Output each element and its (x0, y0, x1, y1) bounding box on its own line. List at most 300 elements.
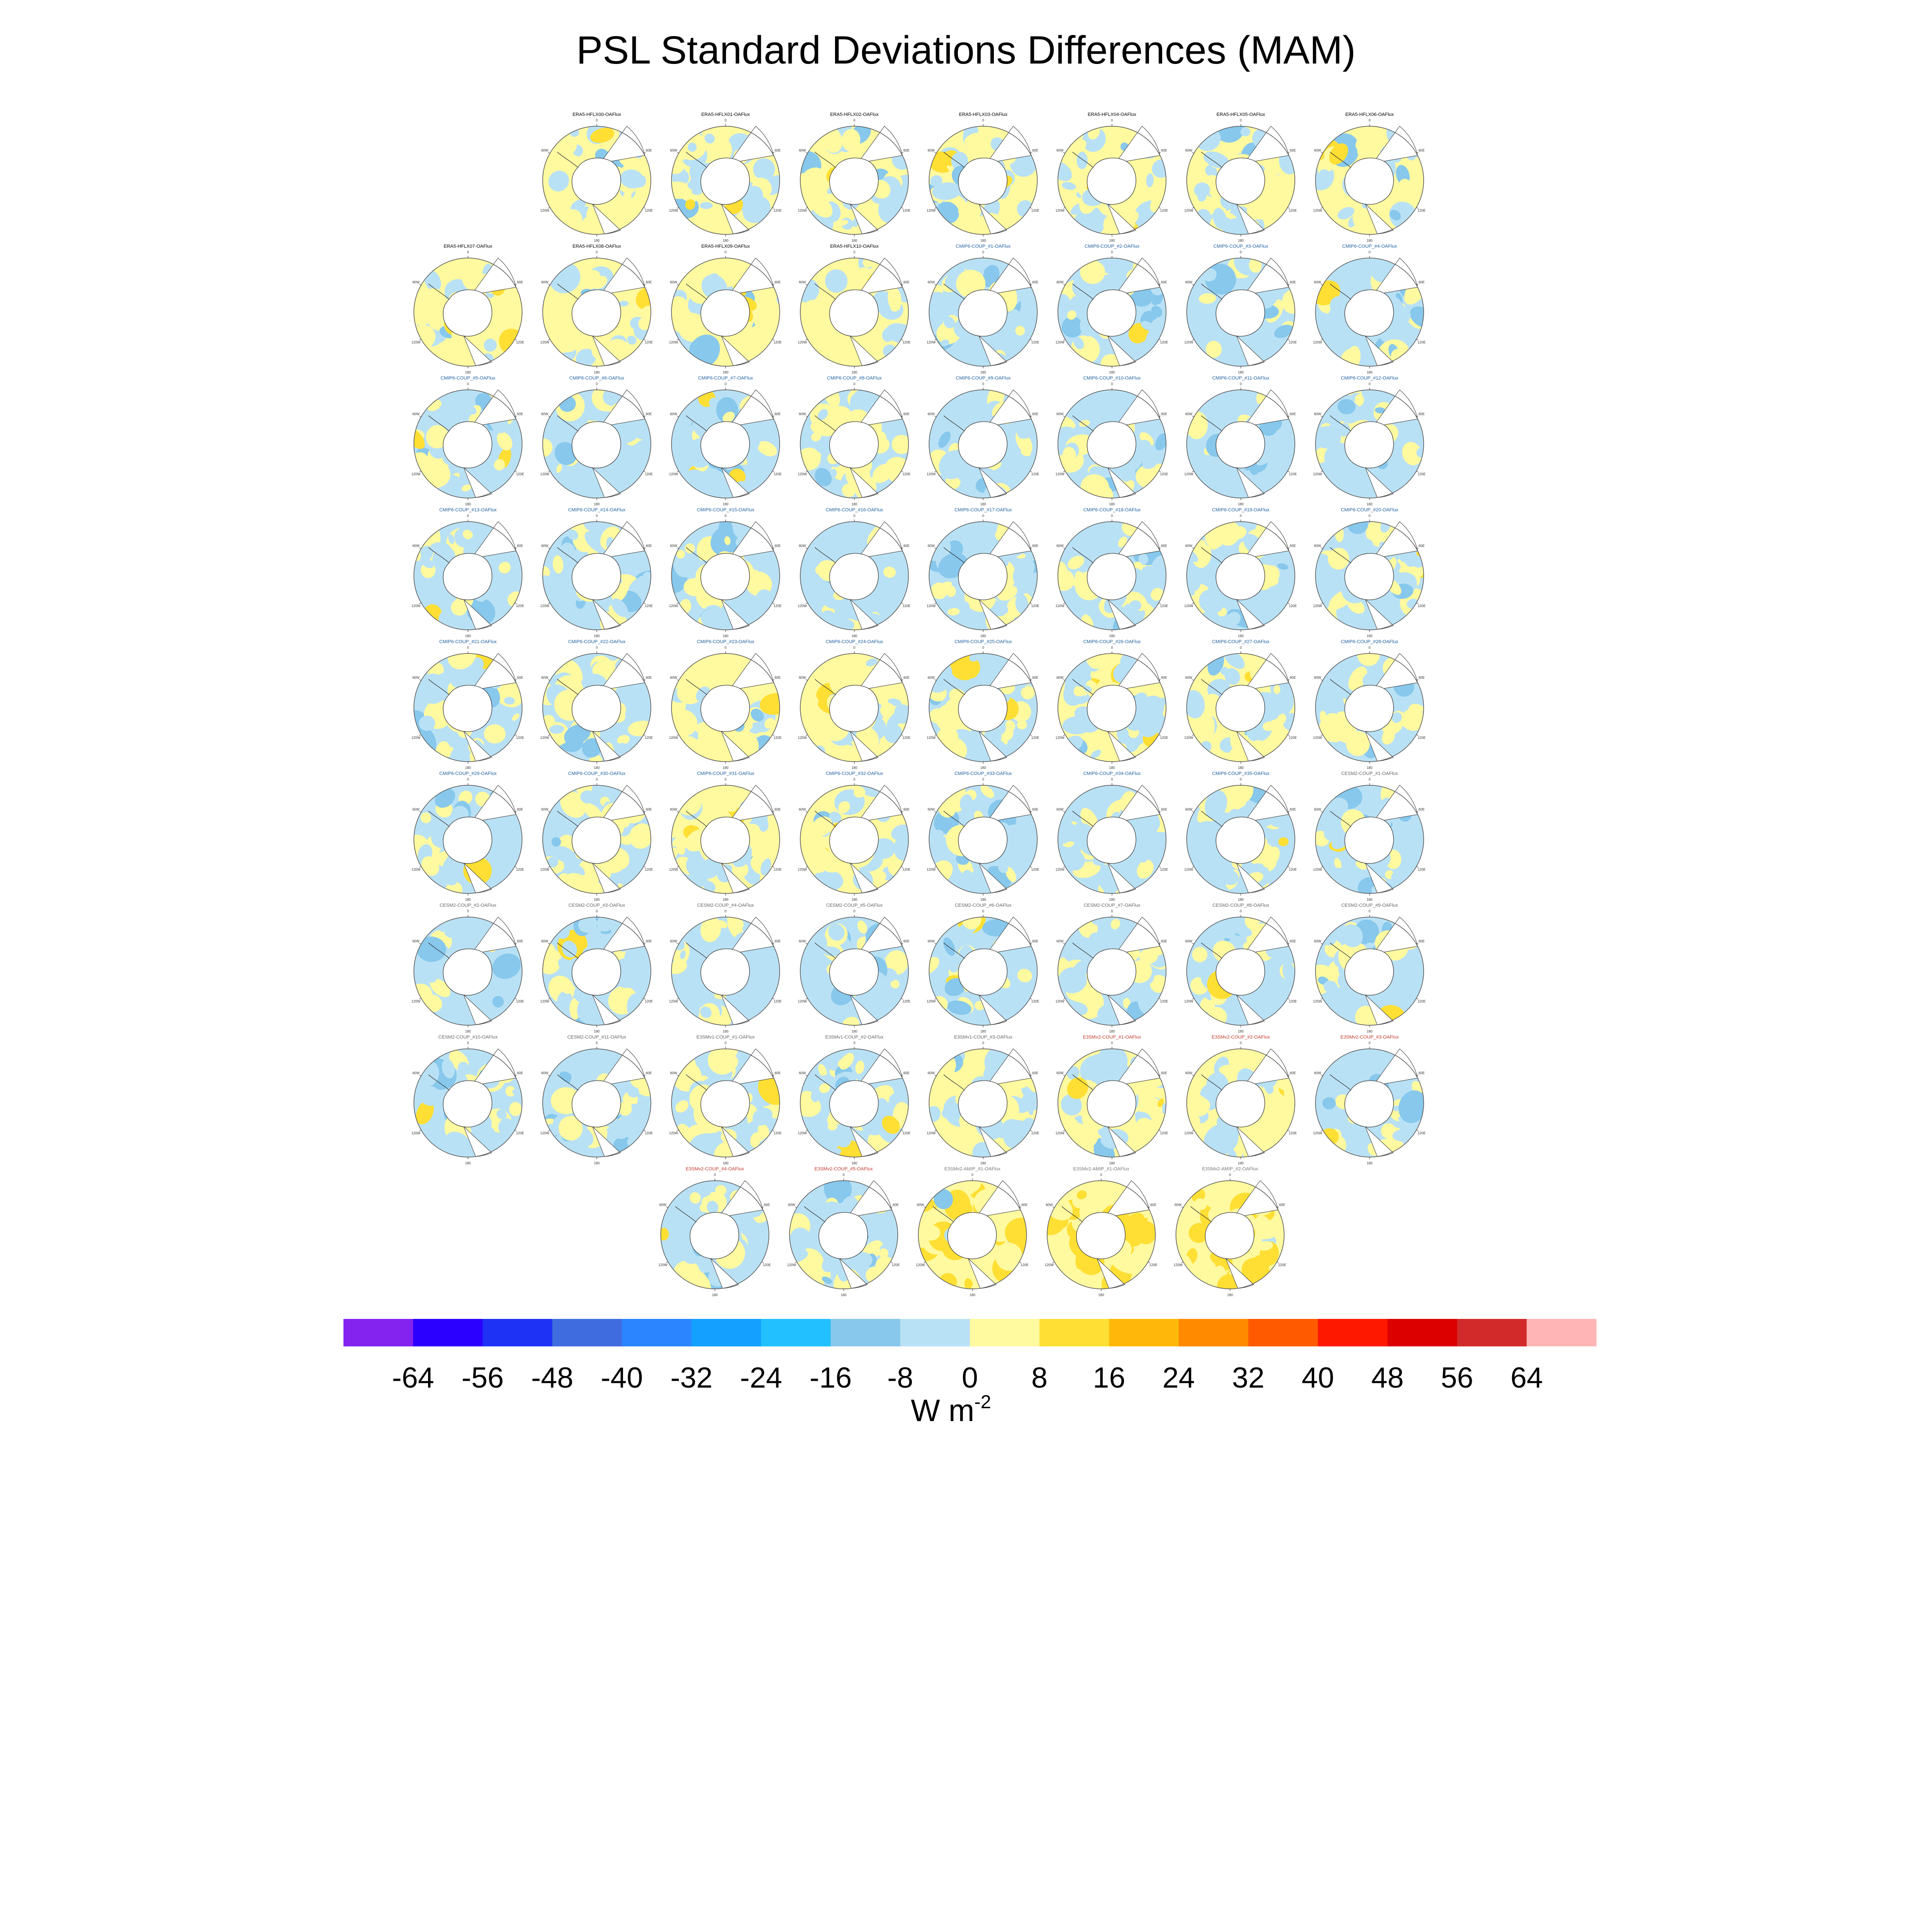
lon-label: 180 (1109, 1030, 1115, 1033)
lon-tick (548, 1075, 550, 1076)
lon-label: 120W (927, 1131, 936, 1135)
lon-label: 180 (1367, 371, 1373, 374)
lon-label: 180 (723, 1161, 729, 1165)
panel-title: CESM2-COUP_#8-OAFlux (1212, 903, 1270, 908)
panel-title: E3SMv2-COUP_#2-OAFlux (1212, 1035, 1270, 1040)
lon-label: 0 (1111, 1041, 1113, 1045)
lon-label: 60E (517, 939, 523, 943)
lon-label: 60E (1161, 808, 1167, 811)
lon-label: 60E (1419, 149, 1425, 152)
panel-title: CMIP6-COUP_#25-OAFlux (954, 639, 1012, 644)
lon-label: 60W (541, 1071, 549, 1075)
lon-tick (666, 1207, 668, 1208)
lon-label: 0 (595, 646, 598, 650)
lon-label: 120E (516, 340, 524, 344)
map-panel (1184, 108, 1305, 244)
lon-label: 60E (903, 1071, 910, 1075)
lon-tick (677, 416, 679, 417)
lon-label: 60E (646, 412, 652, 416)
colorbar-units-base: W m (911, 1394, 975, 1428)
lon-label: 60W (1056, 280, 1064, 284)
map-panel (925, 1035, 1042, 1169)
lon-label: 180 (594, 1030, 600, 1033)
panel-title: CMIP6-COUP_#23-OAFlux (697, 639, 754, 644)
lon-label: 120W (1055, 604, 1065, 608)
lon-label: 180 (980, 239, 986, 243)
lon-label: 0 (595, 778, 598, 781)
lon-tick (806, 680, 808, 681)
map-panel (1299, 112, 1434, 243)
lon-label: 0 (1111, 909, 1113, 913)
lon-label: 60W (670, 412, 677, 416)
lon-label: 120E (902, 340, 911, 344)
lon-label: 180 (1238, 239, 1244, 243)
lon-label: 60E (517, 412, 523, 416)
lon-label: 120E (902, 1131, 911, 1135)
colorbar-box (552, 1319, 622, 1346)
panel-title: CESM2-COUP_#6-OAFlux (954, 903, 1012, 908)
lon-label: 180 (465, 502, 471, 506)
panel-title: CMIP6-COUP_#2-OAFlux (1084, 244, 1139, 249)
lon-label: 0 (1368, 250, 1371, 254)
lon-label: 120W (669, 209, 678, 213)
lon-label: 120W (1055, 736, 1065, 740)
lon-tick (1053, 1207, 1054, 1208)
lon-tick (419, 284, 421, 286)
map-panel (1297, 903, 1431, 1036)
lon-label: 60E (646, 149, 652, 152)
map-panel (1053, 639, 1170, 770)
lon-label: 0 (842, 1173, 845, 1177)
lon-label: 60E (903, 676, 910, 680)
lon-tick (677, 1075, 679, 1076)
lon-label: 60W (799, 544, 806, 548)
lon-tick (419, 680, 421, 681)
lon-label: 60W (927, 676, 935, 680)
lon-label: 120E (1160, 999, 1168, 1003)
lon-label: 0 (1111, 118, 1113, 122)
lon-label: 60E (1290, 939, 1296, 943)
lon-tick (1192, 548, 1194, 549)
map-panel (793, 1035, 911, 1167)
panel-title: E3SMv2-AMIP_#1-OAFlux (944, 1166, 1001, 1172)
colorbar-tick-label: 8 (1031, 1361, 1048, 1394)
lon-label: 120E (1160, 1131, 1168, 1135)
map-panel (785, 771, 920, 903)
map-panel (401, 376, 524, 506)
lon-label: 120W (927, 604, 936, 608)
lon-label: 60W (788, 1203, 796, 1207)
lon-label: 0 (982, 1041, 984, 1045)
lon-label: 0 (467, 514, 469, 518)
lon-label: 60E (1032, 676, 1039, 680)
lon-label: 0 (1368, 382, 1371, 386)
map-panel (1309, 376, 1428, 510)
lon-label: 0 (853, 1041, 856, 1045)
lon-label: 60W (927, 939, 935, 943)
lon-label: 60E (517, 1071, 523, 1075)
panel-title: CESM2-COUP_#1-OAFlux (1341, 771, 1398, 776)
colorbar-tick-label: -48 (531, 1361, 574, 1394)
lon-tick (935, 943, 936, 945)
lon-label: 180 (1098, 1293, 1104, 1297)
lon-label: 120W (658, 1263, 668, 1267)
map-panel (1179, 639, 1302, 770)
lon-label: 120W (1055, 472, 1065, 476)
lon-label: 0 (982, 909, 984, 913)
colorbar-box (761, 1319, 831, 1346)
lon-label: 180 (851, 239, 857, 243)
lon-tick (795, 1207, 797, 1208)
map-panel (1184, 903, 1301, 1033)
colorbar-tick-label: -24 (740, 1361, 782, 1394)
panel-title: ERA5-HFLX05-OAFlux (1216, 112, 1265, 117)
lon-label: 180 (465, 1030, 471, 1033)
lon-label: 120E (1417, 340, 1426, 344)
lon-label: 60E (1021, 1203, 1028, 1207)
map-panel (403, 771, 529, 902)
lon-tick (1192, 680, 1194, 681)
lon-label: 180 (465, 371, 471, 374)
lon-label: 180 (1367, 239, 1373, 243)
lon-tick (1182, 1207, 1183, 1208)
colorbar-tick-label: 56 (1440, 1361, 1473, 1394)
lon-label: 120E (1031, 868, 1039, 872)
field-blob (700, 202, 713, 209)
lon-label: 120E (1160, 736, 1168, 740)
lon-tick (935, 680, 936, 681)
colorbar-tick-label: 24 (1162, 1361, 1195, 1394)
lon-tick (548, 548, 550, 549)
lon-label: 120W (1055, 868, 1065, 872)
lon-tick (677, 680, 679, 681)
lon-label: 60E (903, 544, 910, 548)
lon-label: 0 (467, 909, 469, 913)
lon-label: 60E (1161, 544, 1167, 548)
lon-label: 60W (799, 1071, 806, 1075)
lon-label: 0 (853, 909, 856, 913)
lon-label: 60W (1314, 1071, 1321, 1075)
lon-label: 180 (723, 239, 729, 243)
lon-label: 120W (1055, 209, 1065, 213)
lon-label: 60W (1185, 149, 1193, 152)
colorbar-box (413, 1319, 483, 1346)
lon-label: 60W (1045, 1203, 1053, 1207)
lon-label: 60W (1314, 939, 1321, 943)
panel-title: E3SMv2-COUP_#4-OAFlux (686, 1166, 744, 1172)
lon-label: 0 (595, 250, 598, 254)
colorbar-tick-label: -40 (601, 1361, 643, 1394)
lon-label: 60E (517, 676, 523, 680)
lon-label: 0 (1111, 250, 1113, 254)
colorbar-box (1527, 1319, 1597, 1346)
lon-tick (935, 152, 936, 154)
lon-label: 60E (1419, 808, 1425, 811)
lon-label: 0 (467, 382, 469, 386)
lon-tick (677, 943, 679, 945)
panel-title: CMIP6-COUP_#17-OAFlux (954, 507, 1012, 513)
lon-tick (1063, 548, 1065, 549)
colorbar-box (831, 1319, 901, 1346)
lon-label: 60E (1032, 808, 1039, 811)
lon-label: 60E (1032, 544, 1039, 548)
lon-label: 180 (841, 1293, 847, 1297)
colorbar-box (900, 1319, 970, 1346)
lon-label: 60W (1185, 412, 1193, 416)
lon-label: 120W (798, 1131, 807, 1135)
lon-tick (806, 284, 808, 286)
panel-title: E3SMv2-COUP_#1-OAFlux (1083, 1035, 1141, 1040)
lon-label: 0 (724, 382, 727, 386)
lon-label: 60E (1419, 412, 1425, 416)
lon-label: 60W (927, 149, 935, 152)
lon-label: 120E (644, 736, 653, 740)
lon-tick (1063, 680, 1065, 681)
map-panel (917, 898, 1039, 1034)
panel-title: CMIP6-COUP_#16-OAFlux (826, 507, 883, 513)
map-panel (1049, 507, 1173, 643)
lon-label: 60E (517, 808, 523, 811)
lon-label: 120W (1184, 340, 1194, 344)
panel-title: CMIP6-COUP_#9-OAFlux (956, 376, 1011, 381)
lon-label: 120W (540, 209, 550, 213)
lon-label: 0 (724, 250, 727, 254)
panel-title: ERA5-HFLX04-OAFlux (1088, 112, 1136, 117)
map-panel (1180, 376, 1297, 506)
lon-label: 120E (516, 999, 524, 1003)
lon-label: 180 (1238, 371, 1244, 374)
map-panel (924, 376, 1043, 512)
panel-title: CMIP6-COUP_#18-OAFlux (1083, 507, 1141, 513)
lon-label: 60E (775, 280, 781, 284)
lon-label: 60W (799, 280, 806, 284)
lon-label: 120W (1313, 472, 1322, 476)
lon-label: 180 (1238, 1030, 1244, 1033)
lon-label: 180 (594, 634, 600, 638)
lon-label: 120W (1055, 999, 1065, 1003)
map-panel (1048, 1035, 1175, 1170)
lon-label: 180 (465, 898, 471, 902)
lon-label: 60W (927, 280, 935, 284)
panel-title: CESM2-COUP_#5-OAFlux (826, 903, 883, 908)
lon-label: 180 (1227, 1293, 1233, 1297)
colorbar-box (970, 1319, 1040, 1346)
map-panel (403, 244, 532, 374)
lon-label: 180 (1367, 1030, 1373, 1033)
lon-label: 60W (412, 1071, 420, 1075)
map-panel (1179, 244, 1308, 374)
lon-label: 120W (1184, 736, 1194, 740)
lon-label: 180 (980, 1030, 986, 1033)
lon-label: 120W (1055, 340, 1065, 344)
lon-label: 60E (646, 1071, 652, 1075)
map-panel (1313, 1035, 1432, 1165)
lon-tick (548, 943, 550, 945)
panel-title: ERA5-HFLX10-OAFlux (830, 244, 879, 249)
lon-label: 0 (467, 250, 469, 254)
lon-tick (1192, 152, 1194, 154)
lon-label: 120E (1417, 868, 1426, 872)
lon-label: 120E (773, 209, 782, 213)
lon-label: 120E (1031, 472, 1039, 476)
lon-label: 180 (594, 1161, 600, 1165)
map-panel (531, 376, 662, 507)
lon-tick (806, 548, 808, 549)
map-panel (1049, 771, 1178, 902)
lon-tick (935, 811, 936, 813)
lon-label: 180 (723, 1030, 729, 1033)
lon-label: 60W (670, 1071, 677, 1075)
lon-label: 180 (1238, 1161, 1244, 1165)
lon-label: 180 (1367, 898, 1373, 902)
panel-grid (401, 107, 1438, 1305)
lon-tick (1063, 152, 1065, 154)
lon-label: 120E (1288, 868, 1297, 872)
lon-label: 120E (773, 736, 782, 740)
lon-label: 60E (1290, 676, 1296, 680)
lon-tick (419, 811, 421, 813)
panel-title: CMIP6-COUP_#22-OAFlux (568, 639, 626, 644)
lon-tick (1321, 811, 1323, 813)
lon-label: 120W (1313, 868, 1322, 872)
lon-label: 0 (1111, 778, 1113, 781)
map-panel (401, 635, 527, 773)
lon-label: 120W (798, 604, 807, 608)
lon-label: 60W (927, 1071, 935, 1075)
map-panel (663, 112, 787, 243)
map-panel (1048, 244, 1178, 382)
lon-label: 120W (1313, 999, 1322, 1003)
colorbar-tick-label: 40 (1301, 1361, 1334, 1394)
lon-label: 120E (644, 604, 653, 608)
lon-label: 0 (595, 1041, 598, 1045)
lon-tick (548, 152, 550, 154)
lon-label: 0 (971, 1173, 974, 1177)
lon-label: 60E (903, 808, 910, 811)
lon-label: 60W (1314, 280, 1321, 284)
panel-title: CESM2-COUP_#11-OAFlux (567, 1035, 626, 1040)
lon-label: 60E (775, 149, 781, 152)
lon-label: 60W (799, 676, 806, 680)
lon-label: 120E (902, 604, 911, 608)
lon-label: 120E (1288, 340, 1297, 344)
lon-label: 120W (411, 340, 421, 344)
lon-tick (1063, 811, 1065, 813)
lon-label: 0 (982, 382, 984, 386)
lon-label: 120E (1149, 1263, 1157, 1267)
lon-tick (1192, 811, 1194, 813)
lon-label: 60W (917, 1203, 924, 1207)
lon-label: 120E (1031, 999, 1039, 1003)
map-panel (1300, 244, 1437, 374)
panel-title: CMIP6-COUP_#1-OAFlux (956, 244, 1011, 249)
colorbar-box (1109, 1319, 1179, 1346)
lon-label: 120W (787, 1263, 796, 1267)
lon-label: 60E (646, 544, 652, 548)
lon-label: 120W (916, 1263, 925, 1267)
map-panel (787, 112, 923, 243)
lon-label: 60E (775, 939, 781, 943)
lon-label: 120W (798, 209, 807, 213)
lon-tick (548, 680, 550, 681)
lon-label: 60W (1185, 544, 1193, 548)
lon-tick (1321, 284, 1323, 286)
lon-label: 60E (903, 149, 910, 152)
lon-label: 60W (541, 808, 549, 811)
lon-label: 180 (980, 766, 986, 770)
lon-label: 180 (969, 1293, 975, 1297)
lon-tick (419, 548, 421, 549)
lon-label: 60W (541, 412, 549, 416)
lon-label: 60W (1056, 676, 1064, 680)
lon-tick (806, 943, 808, 945)
lon-label: 180 (1109, 898, 1115, 902)
panel-title: CMIP6-COUP_#20-OAFlux (1341, 507, 1398, 513)
panel-title: CMIP6-COUP_#4-OAFlux (1342, 244, 1397, 249)
lon-label: 0 (1368, 1041, 1371, 1045)
lon-label: 60E (1290, 149, 1296, 152)
lon-tick (677, 548, 679, 549)
lon-label: 0 (1368, 514, 1371, 518)
lon-label: 120W (669, 340, 678, 344)
lon-label: 120E (644, 340, 653, 344)
panel-title: CMIP6-COUP_#29-OAFlux (439, 771, 497, 776)
panel-title: ERA5-HFLX07-OAFlux (444, 244, 492, 249)
lon-tick (1063, 284, 1065, 286)
lon-label: 60W (541, 280, 549, 284)
panel-title: CMIP6-COUP_#10-OAFlux (1083, 376, 1141, 381)
lon-label: 0 (853, 778, 856, 781)
lon-label: 180 (851, 634, 857, 638)
lon-label: 120E (1160, 604, 1168, 608)
map-panel (921, 639, 1039, 770)
lon-label: 120E (516, 868, 524, 872)
lon-label: 60W (1314, 544, 1321, 548)
lon-label: 60E (893, 1203, 899, 1207)
lon-label: 120W (798, 340, 807, 344)
lon-label: 60E (646, 280, 652, 284)
lon-label: 180 (980, 502, 986, 506)
lon-label: 120W (1184, 472, 1194, 476)
panel-title: ERA5-HFLX02-OAFlux (830, 112, 879, 117)
lon-label: 60E (1032, 412, 1039, 416)
lon-label: 0 (982, 778, 984, 781)
map-panel (654, 507, 790, 641)
map-panel (1046, 107, 1181, 247)
lon-label: 120E (891, 1263, 900, 1267)
lon-label: 120E (1031, 340, 1039, 344)
lon-label: 60W (1185, 939, 1193, 943)
lon-tick (806, 811, 808, 813)
lon-label: 60E (1032, 1071, 1039, 1075)
lon-label: 60W (799, 808, 806, 811)
lon-tick (1321, 152, 1323, 154)
lon-label: 120W (669, 868, 678, 872)
lon-label: 60W (1185, 1071, 1193, 1075)
lon-label: 120W (1313, 340, 1322, 344)
panel-title: CMIP6-COUP_#28-OAFlux (1341, 639, 1398, 644)
figure-title: PSL Standard Deviations Differences (MAM) (576, 28, 1356, 72)
lon-label: 120E (1278, 1263, 1286, 1267)
panel-title: E3SMv2-COUP_#3-OAFlux (1340, 1035, 1399, 1040)
lon-label: 0 (1239, 514, 1242, 518)
lon-label: 120E (1288, 999, 1297, 1003)
lon-label: 120W (1055, 1131, 1065, 1135)
lon-label: 120E (902, 472, 911, 476)
lon-label: 120W (411, 868, 421, 872)
lon-label: 120E (1031, 209, 1039, 213)
lon-label: 180 (851, 898, 857, 902)
